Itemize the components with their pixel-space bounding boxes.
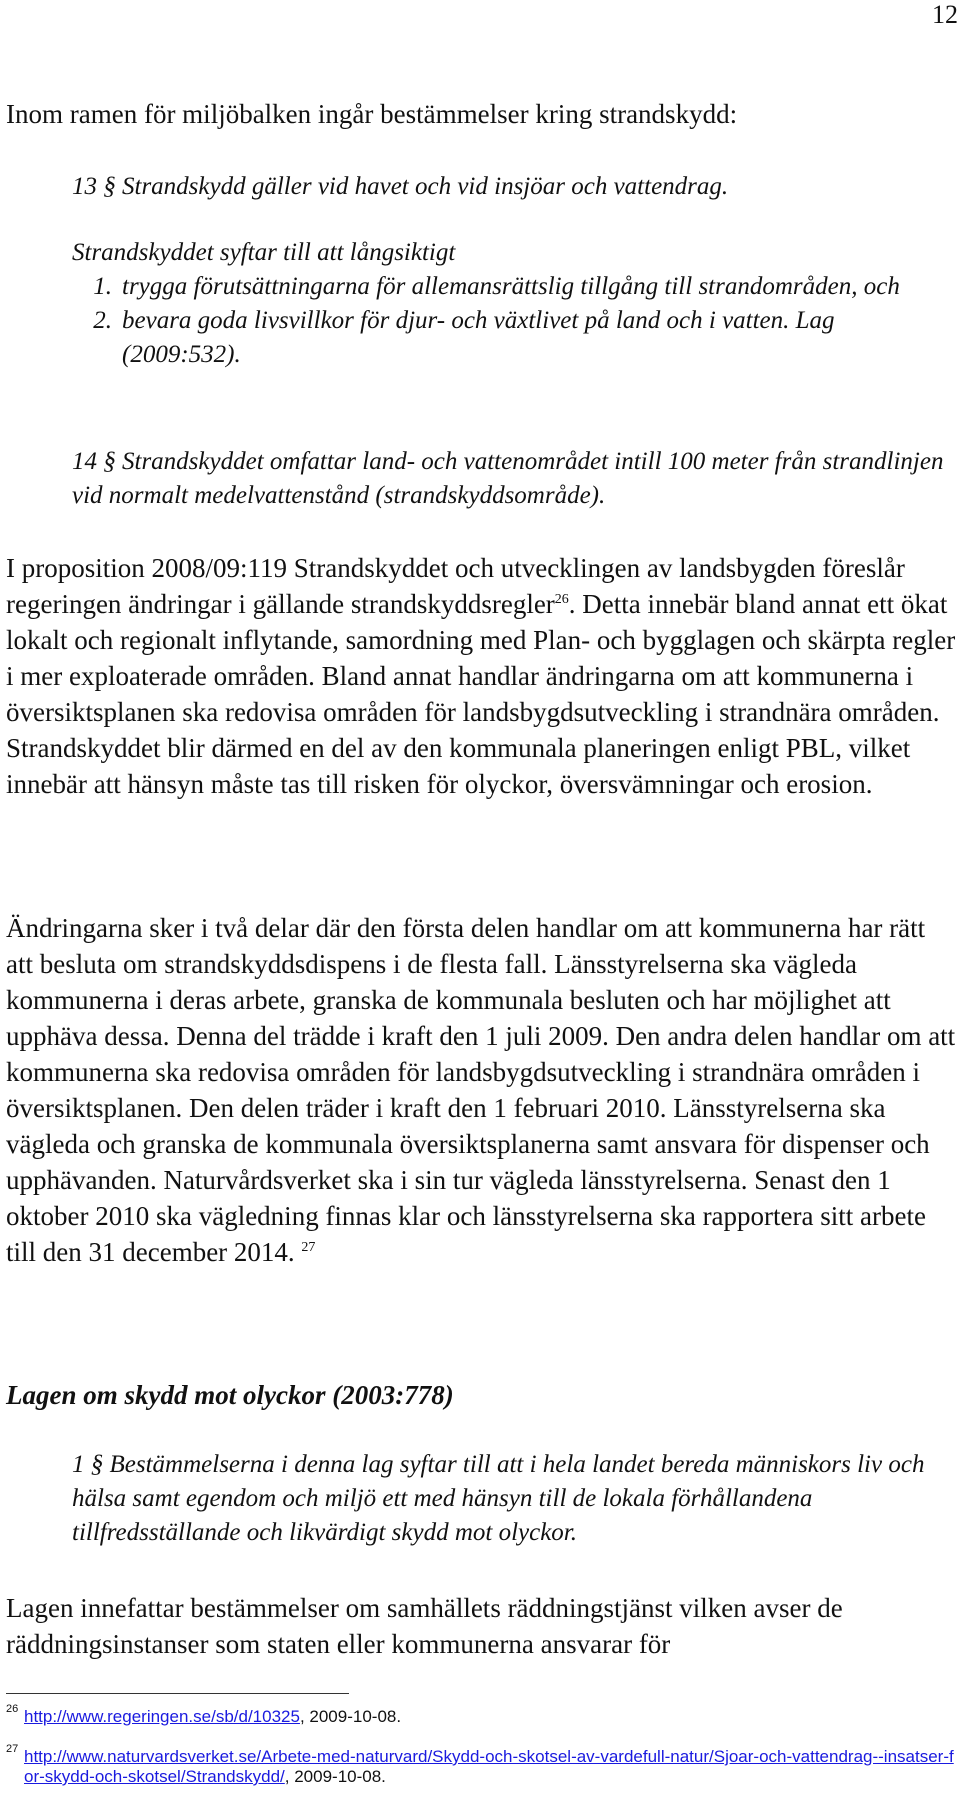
footnote-number: 26 [6, 1703, 19, 1715]
list-text: bevara goda livsvillkor för djur- och växtlivet på land och i vatten. Lag (2009:532). [122, 307, 835, 368]
footnote-date: , 2009-10-08. [299, 1707, 402, 1726]
footnote-link[interactable]: http://www.regeringen.se/sb/d/10325 [24, 1707, 300, 1726]
list-item [72, 304, 952, 372]
quote-section-13-list [72, 236, 952, 372]
footnote-27 [6, 1743, 956, 1787]
footnote-link[interactable]: http://www.naturvardsverket.se/Arbete-med-naturvard/Skydd-och-skotsel-av-vardefull-natur/Sjoar-och-vattendrag--insatser-for-skydd-och-skotsel/Strandskydd/ [24, 1747, 954, 1786]
intro-paragraph: Inom ramen för miljöbalken ingår bestämmelser kring strandskydd: [6, 99, 738, 129]
changes-text: Ändringarna sker i två delar där den första delen handlar om att kommunerna har rätt att besluta om strandskyddsdispens i de flesta fall. Länsstyrelserna ska vägleda kommunerna i deras arbete, granska de kommunala besluten och har möjlighet att upphäva dessa. Denna del trädde i kraft den 1 juli 2009. Den andra delen handlar om att kommunerna ska redovisa områden för landsbygdsutveckling i strandnära områden i översiktsplanen. Den delen träder i kraft den 1 februari 2010. Länsstyrelserna ska vägleda och granska de kommunala översiktsplanerna samt ansvara för dispenser och upphävanden. Naturvårdsverket ska i sin tur vägleda länsstyrelserna. Senast den 1 oktober 2010 ska vägledning finnas klar och länsstyrelserna ska rapportera sitt arbete till den 31 december 2014. [6, 913, 956, 1267]
list-number: 1. [93, 273, 112, 300]
rescue-paragraph: Lagen innefattar bestämmelser om samhällets räddningstjänst vilken avser de räddningsinstanser som staten eller kommunerna ansvarar för [6, 1593, 843, 1659]
page-number: 12 [932, 0, 958, 29]
changes-paragraph [6, 910, 956, 1270]
quote-section-13: 13 § Strandskydd gäller vid havet och vid insjöar och vattendrag. [72, 173, 729, 200]
quote-section-1: 1 § Bestämmelserna i denna lag syftar till att i hela landet bereda människors liv och hälsa samt egendom och miljö ett med hänsyn till de lokala förhållandena tillfredsställande och likvärdigt skydd mot olyckor. [72, 1451, 925, 1546]
footnote-ref-27[interactable]: 27 [301, 1240, 316, 1255]
footnote-date: , 2009-10-08. [284, 1767, 386, 1786]
proposition-text-start: I proposition 2008/09:119 Strandskyddet och utvecklingen av landsbygden föreslår regeringen ändringar i gällande strandskyddsregler [6, 553, 905, 619]
list-number: 2. [93, 307, 112, 334]
list-item [72, 270, 952, 304]
list-text: trygga förutsättningarna för allemansrättslig tillgång till strandområden, och [122, 273, 900, 300]
quote-section-14: 14 § Strandskyddet omfattar land- och vattenområdet intill 100 meter från strandlinjen vid normalt medelvattenstånd (strandskyddsområde). [72, 448, 944, 509]
proposition-text-end: . Detta innebär bland annat ett ökat lokalt och regionalt inflytande, samordning med Plan- och bygglagen och skärpta regler i mer exploaterade områden. Bland annat handlar ändringarna om att kommunerna i översiktsplanen ska redovisa områden för landsbygdsutveckling i strandnära områden. Strandskyddet blir därmed en del av den kommunala planeringen enligt PBL, vilket innebär att hänsyn måste tas till risken för olyckor, översvämningar och erosion. [6, 589, 956, 799]
proposition-paragraph [6, 550, 956, 802]
section-heading: Lagen om skydd mot olyckor (2003:778) [6, 1380, 454, 1410]
quote-lead: Strandskyddet syftar till att långsiktigt [72, 239, 456, 266]
footnote-divider [6, 1693, 349, 1694]
footnote-26 [6, 1703, 956, 1727]
footnote-number: 27 [6, 1743, 19, 1755]
footnote-ref-26[interactable]: 26 [554, 592, 569, 607]
